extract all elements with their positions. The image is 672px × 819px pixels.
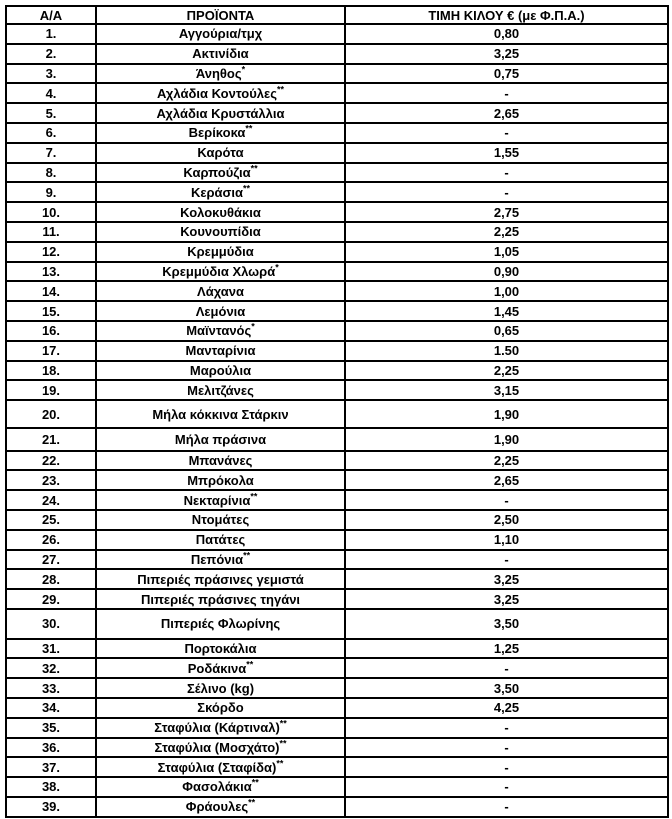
header-cell-index: Α/Α: [6, 6, 96, 24]
price-cell: 2,25: [345, 451, 668, 471]
price-cell: 1,10: [345, 530, 668, 550]
product-name: Μήλα κόκκινα Στάρκιν: [152, 406, 289, 422]
footnote-asterisk-mark: **: [276, 758, 284, 769]
table-row: [6, 301, 668, 321]
price-cell: -: [345, 797, 668, 817]
table-row: [6, 510, 668, 530]
product-name-cell: [96, 44, 345, 64]
table-row: [6, 83, 668, 103]
product-name-cell: [96, 639, 345, 659]
table-row: [6, 202, 668, 222]
table-row: [6, 24, 668, 44]
product-name: Μαρούλια: [189, 362, 252, 378]
table-row: [6, 718, 668, 738]
product-name: Μαϊντανός: [186, 323, 252, 339]
product-name: Πιπεριές πράσινες τηγάνι: [140, 591, 301, 607]
row-number-cell: 35.: [6, 718, 96, 738]
product-name: Κρεμμύδια: [187, 244, 254, 260]
row-number-cell: 29.: [6, 589, 96, 609]
footnote-asterisk-mark: **: [250, 491, 258, 502]
product-name: Μανταρίνια: [185, 343, 256, 359]
price-cell: -: [345, 123, 668, 143]
row-number-cell: 11.: [6, 222, 96, 242]
price-cell: 2,50: [345, 510, 668, 530]
footnote-asterisk-mark: **: [276, 84, 284, 95]
price-cell: 0,65: [345, 321, 668, 341]
header-cell-price-per-kilo: ΤΙΜΗ ΚΙΛΟΥ € (με Φ.Π.Α.): [345, 6, 668, 24]
product-name-cell: [96, 262, 345, 282]
price-cell: 0,80: [345, 24, 668, 44]
footnote-asterisk-mark: *: [241, 64, 246, 75]
product-name-cell: [96, 222, 345, 242]
row-number-cell: 37.: [6, 757, 96, 777]
table-row: [6, 639, 668, 659]
price-cell: 2,65: [345, 103, 668, 123]
table-header-row: [6, 6, 668, 24]
footnote-asterisk-mark: **: [250, 163, 258, 174]
product-name: Πεπόνια: [190, 552, 244, 568]
product-name: Πιπεριές Φλωρίνης: [160, 616, 281, 632]
table-row: [6, 123, 668, 143]
price-cell: 3,50: [345, 678, 668, 698]
row-number-cell: 22.: [6, 451, 96, 471]
product-name: Σκόρδο: [197, 700, 244, 716]
product-name: Μελιτζάνες: [187, 382, 254, 398]
price-cell: -: [345, 182, 668, 202]
row-number-cell: 18.: [6, 361, 96, 381]
product-name: Μήλα πράσινα: [174, 431, 267, 447]
product-name: Βερίκοκα: [188, 125, 246, 141]
product-name-cell: [96, 550, 345, 570]
table-row: [6, 757, 668, 777]
row-number-cell: 13.: [6, 262, 96, 282]
footnote-asterisk-mark: **: [248, 797, 256, 808]
table-row: [6, 569, 668, 589]
price-cell: 3,25: [345, 569, 668, 589]
price-cell: -: [345, 757, 668, 777]
row-number-cell: 19.: [6, 380, 96, 400]
price-cell: -: [345, 550, 668, 570]
price-cell: 0,75: [345, 64, 668, 84]
row-number-cell: 36.: [6, 738, 96, 758]
row-number-cell: 8.: [6, 163, 96, 183]
footnote-asterisk-mark: **: [279, 738, 287, 749]
row-number-cell: 27.: [6, 550, 96, 570]
product-name: Ροδάκινα: [187, 660, 247, 676]
price-cell: 3,25: [345, 589, 668, 609]
product-name-cell: [96, 658, 345, 678]
table-row: [6, 163, 668, 183]
product-name-cell: [96, 451, 345, 471]
row-number-cell: 14.: [6, 281, 96, 301]
row-number-cell: 16.: [6, 321, 96, 341]
row-number-cell: 28.: [6, 569, 96, 589]
price-cell: -: [345, 490, 668, 510]
footnote-asterisk-mark: *: [251, 322, 255, 333]
product-name-cell: [96, 738, 345, 758]
product-name-cell: [96, 123, 345, 143]
product-name-cell: [96, 490, 345, 510]
product-name-cell: [96, 143, 345, 163]
row-number-cell: 34.: [6, 698, 96, 718]
product-name-cell: [96, 341, 345, 361]
product-name: Καρπούζια: [183, 164, 251, 180]
price-cell: 4,25: [345, 698, 668, 718]
product-name-cell: [96, 678, 345, 698]
table-row: [6, 609, 668, 639]
price-cell: -: [345, 738, 668, 758]
product-name: Φασολάκια: [182, 779, 252, 795]
product-name: Λεμόνια: [195, 303, 246, 319]
product-name-cell: [96, 83, 345, 103]
price-cell: -: [345, 163, 668, 183]
product-price-table: [5, 5, 669, 818]
table-row: [6, 380, 668, 400]
product-name: Νεκταρίνια: [183, 492, 251, 508]
product-name-cell: [96, 301, 345, 321]
table-row: [6, 678, 668, 698]
product-name-cell: [96, 777, 345, 797]
table-row: [6, 361, 668, 381]
product-name: Σταφύλια (Κάρτιναλ): [154, 720, 280, 736]
row-number-cell: 17.: [6, 341, 96, 361]
table-row: [6, 589, 668, 609]
footnote-asterisk-mark: **: [243, 183, 251, 194]
price-cell: 3,50: [345, 609, 668, 639]
table-row: [6, 400, 668, 428]
price-cell: 3,25: [345, 44, 668, 64]
product-name: Αχλάδια Κρυστάλλια: [156, 105, 285, 121]
table-row: [6, 281, 668, 301]
product-name: Σταφύλια (Μοσχάτο): [154, 739, 280, 755]
table-row: [6, 698, 668, 718]
product-name: Άνηθος: [195, 65, 242, 81]
price-cell: 0,90: [345, 262, 668, 282]
product-name-cell: [96, 242, 345, 262]
table-row: [6, 321, 668, 341]
table-row: [6, 738, 668, 758]
product-name-cell: [96, 400, 345, 428]
price-cell: 3,15: [345, 380, 668, 400]
table-row: [6, 262, 668, 282]
price-cell: 1,90: [345, 428, 668, 451]
footnote-asterisk-mark: *: [275, 262, 279, 273]
product-name-cell: [96, 163, 345, 183]
price-cell: 2,25: [345, 361, 668, 381]
product-name-cell: [96, 470, 345, 490]
product-name: Πορτοκάλια: [184, 640, 257, 656]
row-number-cell: 21.: [6, 428, 96, 451]
product-name: Κεράσια: [190, 184, 244, 200]
product-name-cell: [96, 589, 345, 609]
product-name: Κουνουπίδια: [180, 224, 261, 240]
price-cell: 1,25: [345, 639, 668, 659]
product-name: Καρότα: [197, 145, 244, 161]
row-number-cell: 12.: [6, 242, 96, 262]
product-name: Αγγούρια/τμχ: [178, 26, 263, 42]
row-number-cell: 25.: [6, 510, 96, 530]
price-cell: 1,90: [345, 400, 668, 428]
price-cell: -: [345, 777, 668, 797]
table-row: [6, 550, 668, 570]
product-name-cell: [96, 202, 345, 222]
product-name: Μπανάνες: [188, 453, 253, 469]
product-name: Πατάτες: [195, 532, 246, 548]
product-name: Λάχανα: [197, 283, 244, 299]
row-number-cell: 6.: [6, 123, 96, 143]
product-name-cell: [96, 609, 345, 639]
product-name: Σταφύλια (Σταφίδα): [157, 759, 277, 775]
table-row: [6, 143, 668, 163]
row-number-cell: 10.: [6, 202, 96, 222]
table-row: [6, 777, 668, 797]
row-number-cell: 31.: [6, 639, 96, 659]
table-row: [6, 428, 668, 451]
table-row: [6, 470, 668, 490]
table-row: [6, 182, 668, 202]
price-cell: -: [345, 83, 668, 103]
product-name-cell: [96, 182, 345, 202]
table-row: [6, 490, 668, 510]
product-name-cell: [96, 24, 345, 44]
row-number-cell: 24.: [6, 490, 96, 510]
table-row: [6, 341, 668, 361]
table-body: [6, 24, 668, 817]
table-row: [6, 103, 668, 123]
table-row: [6, 222, 668, 242]
product-name-cell: [96, 718, 345, 738]
product-name-cell: [96, 361, 345, 381]
price-cell: 1,05: [345, 242, 668, 262]
row-number-cell: 33.: [6, 678, 96, 698]
row-number-cell: 26.: [6, 530, 96, 550]
row-number-cell: 2.: [6, 44, 96, 64]
price-cell: 2,75: [345, 202, 668, 222]
product-name: Κολοκυθάκια: [180, 204, 261, 220]
product-name: Αχλάδια Κοντούλες: [157, 85, 277, 101]
row-number-cell: 3.: [6, 64, 96, 84]
product-name-cell: [96, 569, 345, 589]
price-cell: 2,25: [345, 222, 668, 242]
product-name-cell: [96, 103, 345, 123]
footnote-asterisk-mark: **: [279, 718, 287, 729]
product-name-cell: [96, 530, 345, 550]
footnote-asterisk-mark: **: [246, 659, 254, 670]
product-name-cell: [96, 698, 345, 718]
price-cell: 1,45: [345, 301, 668, 321]
footnote-asterisk-mark: **: [251, 778, 259, 789]
footnote-asterisk-mark: **: [245, 124, 253, 135]
row-number-cell: 1.: [6, 24, 96, 44]
table-row: [6, 658, 668, 678]
row-number-cell: 32.: [6, 658, 96, 678]
row-number-cell: 7.: [6, 143, 96, 163]
row-number-cell: 38.: [6, 777, 96, 797]
product-name: Ντομάτες: [191, 512, 250, 528]
header-cell-products: ΠΡΟΪΟΝΤΑ: [96, 6, 345, 24]
product-name-cell: [96, 510, 345, 530]
row-number-cell: 30.: [6, 609, 96, 639]
product-name: Σέλινο (kg): [186, 680, 255, 696]
row-number-cell: 9.: [6, 182, 96, 202]
price-cell: -: [345, 658, 668, 678]
table-row: [6, 64, 668, 84]
row-number-cell: 4.: [6, 83, 96, 103]
product-name-cell: [96, 321, 345, 341]
product-name-cell: [96, 380, 345, 400]
product-name: Κρεμμύδια Χλωρά: [162, 263, 276, 279]
table-row: [6, 451, 668, 471]
product-name-cell: [96, 757, 345, 777]
product-name: Φράουλες: [185, 799, 249, 815]
price-cell: 2,65: [345, 470, 668, 490]
row-number-cell: 23.: [6, 470, 96, 490]
price-cell: 1,00: [345, 281, 668, 301]
product-name-cell: [96, 64, 345, 84]
product-name-cell: [96, 428, 345, 451]
row-number-cell: 20.: [6, 400, 96, 428]
table-row: [6, 530, 668, 550]
price-cell: 1.50: [345, 341, 668, 361]
row-number-cell: 15.: [6, 301, 96, 321]
product-name-cell: [96, 281, 345, 301]
product-name: Πιπεριές πράσινες γεμιστά: [137, 571, 304, 587]
product-name: Μπρόκολα: [187, 472, 254, 488]
price-cell: -: [345, 718, 668, 738]
row-number-cell: 5.: [6, 103, 96, 123]
row-number-cell: 39.: [6, 797, 96, 817]
product-name: Ακτινίδια: [192, 46, 249, 62]
table-row: [6, 44, 668, 64]
table-row: [6, 242, 668, 262]
price-cell: 1,55: [345, 143, 668, 163]
footnote-asterisk-mark: **: [243, 550, 251, 561]
